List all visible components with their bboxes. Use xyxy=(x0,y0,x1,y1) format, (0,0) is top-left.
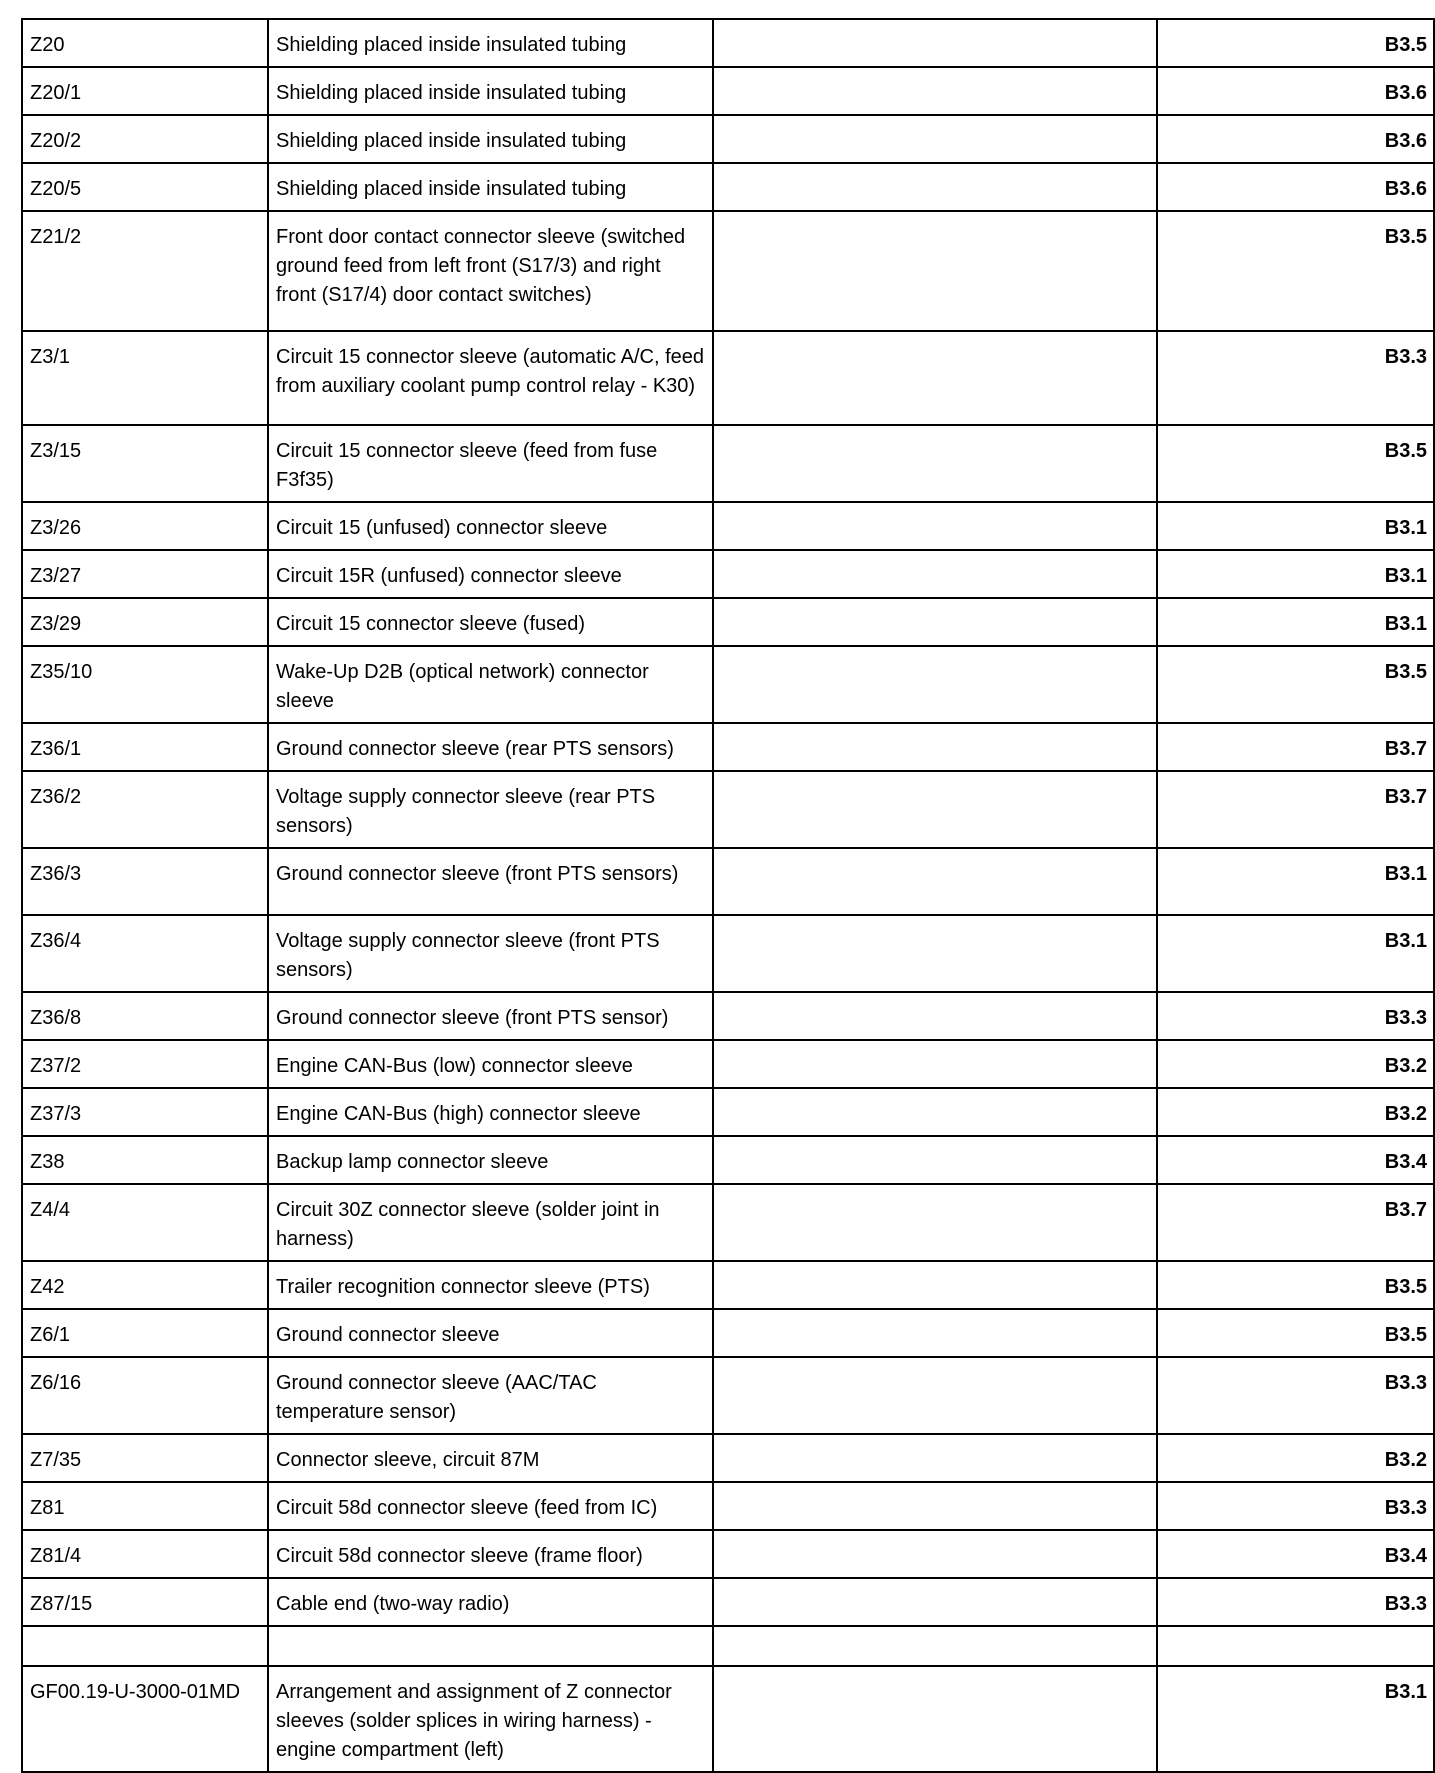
component-code-cell: Z20/2 xyxy=(22,115,268,163)
table-row xyxy=(22,1357,1434,1434)
table-row xyxy=(22,1040,1434,1088)
component-code-cell: Z87/15 xyxy=(22,1578,268,1626)
table-row xyxy=(22,115,1434,163)
grid-reference-cell: B3.1 xyxy=(1157,848,1434,915)
grid-reference-cell: B3.4 xyxy=(1157,1530,1434,1578)
empty-cell xyxy=(713,1184,1157,1261)
component-code-cell: GF00.19-U-3000-01MD xyxy=(22,1666,268,1772)
component-code-cell: Z81 xyxy=(22,1482,268,1530)
component-description-cell: Circuit 58d connector sleeve (feed from IC) xyxy=(268,1482,713,1530)
table-row xyxy=(22,1530,1434,1578)
empty-cell xyxy=(713,1309,1157,1357)
component-description-cell: Circuit 15 (unfused) connector sleeve xyxy=(268,502,713,550)
component-code-cell: Z21/2 xyxy=(22,211,268,331)
grid-reference-cell: B3.6 xyxy=(1157,115,1434,163)
component-description-cell: Ground connector sleeve (front PTS sensor) xyxy=(268,992,713,1040)
component-description-cell: Ground connector sleeve xyxy=(268,1309,713,1357)
component-code-cell: Z36/3 xyxy=(22,848,268,915)
grid-reference-cell: B3.4 xyxy=(1157,1136,1434,1184)
component-code-cell: Z20/5 xyxy=(22,163,268,211)
empty-cell xyxy=(713,1040,1157,1088)
empty-cell xyxy=(713,1666,1157,1772)
table-row xyxy=(22,771,1434,848)
empty-cell xyxy=(713,771,1157,848)
component-code-cell: Z6/16 xyxy=(22,1357,268,1434)
table-row xyxy=(22,1261,1434,1309)
table-row xyxy=(22,1434,1434,1482)
table-row xyxy=(22,502,1434,550)
component-description-cell: Connector sleeve, circuit 87M xyxy=(268,1434,713,1482)
grid-reference-cell: B3.5 xyxy=(1157,211,1434,331)
grid-reference-cell: B3.5 xyxy=(1157,1261,1434,1309)
component-description-cell: Voltage supply connector sleeve (rear PTS sensors) xyxy=(268,771,713,848)
empty-cell xyxy=(713,163,1157,211)
grid-reference-cell: B3.2 xyxy=(1157,1088,1434,1136)
table-row xyxy=(22,1309,1434,1357)
grid-reference-cell: B3.7 xyxy=(1157,1184,1434,1261)
component-description-cell: Trailer recognition connector sleeve (PTS) xyxy=(268,1261,713,1309)
table-row xyxy=(22,1088,1434,1136)
component-description-cell: Circuit 15 connector sleeve (feed from fuse F3f35) xyxy=(268,425,713,502)
grid-reference-cell: B3.3 xyxy=(1157,331,1434,425)
grid-reference-cell: B3.6 xyxy=(1157,67,1434,115)
empty-cell xyxy=(713,1136,1157,1184)
component-description-cell: Shielding placed inside insulated tubing xyxy=(268,19,713,67)
empty-cell xyxy=(713,115,1157,163)
component-code-cell: Z3/26 xyxy=(22,502,268,550)
table-row xyxy=(22,646,1434,723)
component-description-cell: Ground connector sleeve (rear PTS sensors) xyxy=(268,723,713,771)
component-code-cell: Z37/3 xyxy=(22,1088,268,1136)
empty-cell xyxy=(713,331,1157,425)
empty-cell xyxy=(713,1357,1157,1434)
table-row xyxy=(22,723,1434,771)
grid-reference-cell: B3.2 xyxy=(1157,1040,1434,1088)
component-description-cell: Ground connector sleeve (AAC/TAC temperature sensor) xyxy=(268,1357,713,1434)
component-description-cell: Shielding placed inside insulated tubing xyxy=(268,67,713,115)
component-code-cell: Z4/4 xyxy=(22,1184,268,1261)
component-description-cell: Front door contact connector sleeve (switched ground feed from left front (S17/3) and right front (S17/4) door contact switches) xyxy=(268,211,713,331)
grid-reference-cell: B3.1 xyxy=(1157,598,1434,646)
empty-cell xyxy=(713,425,1157,502)
component-code-cell: Z20 xyxy=(22,19,268,67)
table-row xyxy=(22,331,1434,425)
table-row xyxy=(22,848,1434,915)
component-code-cell: Z3/27 xyxy=(22,550,268,598)
grid-reference-cell: B3.3 xyxy=(1157,1578,1434,1626)
grid-reference-cell: B3.5 xyxy=(1157,425,1434,502)
component-code-cell: Z6/1 xyxy=(22,1309,268,1357)
grid-reference-cell: B3.5 xyxy=(1157,646,1434,723)
empty-cell xyxy=(713,1261,1157,1309)
empty-cell xyxy=(713,598,1157,646)
component-description-cell: Circuit 15 connector sleeve (automatic A/C, feed from auxiliary coolant pump control relay - K30) xyxy=(268,331,713,425)
component-code-cell: Z38 xyxy=(22,1136,268,1184)
empty-cell xyxy=(713,502,1157,550)
grid-reference-cell: B3.5 xyxy=(1157,1309,1434,1357)
component-code-cell: Z3/1 xyxy=(22,331,268,425)
component-description-cell: Circuit 58d connector sleeve (frame floor) xyxy=(268,1530,713,1578)
component-description-cell: Shielding placed inside insulated tubing xyxy=(268,163,713,211)
table-row xyxy=(22,67,1434,115)
component-code-cell: Z36/1 xyxy=(22,723,268,771)
grid-reference-cell: B3.1 xyxy=(1157,915,1434,992)
grid-reference-cell: B3.2 xyxy=(1157,1434,1434,1482)
grid-reference-cell: B3.3 xyxy=(1157,1482,1434,1530)
component-code-cell: Z36/8 xyxy=(22,992,268,1040)
table-row xyxy=(22,915,1434,992)
component-description-cell: Arrangement and assignment of Z connector sleeves (solder splices in wiring harness) - engine compartment (left) xyxy=(268,1666,713,1772)
component-code-cell: Z7/35 xyxy=(22,1434,268,1482)
empty-cell xyxy=(713,19,1157,67)
component-description-cell: Shielding placed inside insulated tubing xyxy=(268,115,713,163)
empty-cell xyxy=(713,1626,1157,1666)
grid-reference-cell: B3.3 xyxy=(1157,1357,1434,1434)
component-description-cell xyxy=(268,1626,713,1666)
grid-reference-cell: B3.3 xyxy=(1157,992,1434,1040)
component-description-cell: Circuit 15 connector sleeve (fused) xyxy=(268,598,713,646)
empty-cell xyxy=(713,723,1157,771)
legend-sheet xyxy=(21,18,1427,1773)
component-code-cell: Z36/4 xyxy=(22,915,268,992)
connector-sleeve-table xyxy=(21,18,1435,1773)
empty-cell xyxy=(713,848,1157,915)
table-row xyxy=(22,550,1434,598)
empty-cell xyxy=(713,992,1157,1040)
empty-cell xyxy=(713,211,1157,331)
table-row xyxy=(22,598,1434,646)
grid-reference-cell: B3.7 xyxy=(1157,771,1434,848)
empty-cell xyxy=(713,1088,1157,1136)
empty-cell xyxy=(713,1530,1157,1578)
table-row xyxy=(22,19,1434,67)
grid-reference-cell: B3.6 xyxy=(1157,163,1434,211)
empty-cell xyxy=(713,67,1157,115)
component-code-cell: Z81/4 xyxy=(22,1530,268,1578)
component-code-cell: Z3/15 xyxy=(22,425,268,502)
table-row xyxy=(22,1136,1434,1184)
component-description-cell: Engine CAN-Bus (low) connector sleeve xyxy=(268,1040,713,1088)
component-code-cell: Z36/2 xyxy=(22,771,268,848)
table-row xyxy=(22,425,1434,502)
component-description-cell: Voltage supply connector sleeve (front PTS sensors) xyxy=(268,915,713,992)
component-description-cell: Engine CAN-Bus (high) connector sleeve xyxy=(268,1088,713,1136)
component-description-cell: Backup lamp connector sleeve xyxy=(268,1136,713,1184)
table-row xyxy=(22,1666,1434,1772)
component-code-cell: Z42 xyxy=(22,1261,268,1309)
grid-reference-cell xyxy=(1157,1626,1434,1666)
component-description-cell: Cable end (two-way radio) xyxy=(268,1578,713,1626)
component-code-cell xyxy=(22,1626,268,1666)
table-row xyxy=(22,211,1434,331)
component-code-cell: Z3/29 xyxy=(22,598,268,646)
empty-cell xyxy=(713,550,1157,598)
table-row xyxy=(22,1184,1434,1261)
component-description-cell: Circuit 30Z connector sleeve (solder joint in harness) xyxy=(268,1184,713,1261)
component-code-cell: Z37/2 xyxy=(22,1040,268,1088)
empty-cell xyxy=(713,1578,1157,1626)
component-description-cell: Circuit 15R (unfused) connector sleeve xyxy=(268,550,713,598)
component-description-cell: Ground connector sleeve (front PTS sensors) xyxy=(268,848,713,915)
component-description-cell: Wake-Up D2B (optical network) connector sleeve xyxy=(268,646,713,723)
table-row xyxy=(22,1482,1434,1530)
grid-reference-cell: B3.5 xyxy=(1157,19,1434,67)
table-row xyxy=(22,992,1434,1040)
empty-cell xyxy=(713,1434,1157,1482)
table-row xyxy=(22,1626,1434,1666)
grid-reference-cell: B3.1 xyxy=(1157,502,1434,550)
grid-reference-cell: B3.1 xyxy=(1157,1666,1434,1772)
table-row xyxy=(22,163,1434,211)
component-code-cell: Z20/1 xyxy=(22,67,268,115)
empty-cell xyxy=(713,646,1157,723)
component-code-cell: Z35/10 xyxy=(22,646,268,723)
grid-reference-cell: B3.1 xyxy=(1157,550,1434,598)
grid-reference-cell: B3.7 xyxy=(1157,723,1434,771)
empty-cell xyxy=(713,1482,1157,1530)
table-row xyxy=(22,1578,1434,1626)
empty-cell xyxy=(713,915,1157,992)
